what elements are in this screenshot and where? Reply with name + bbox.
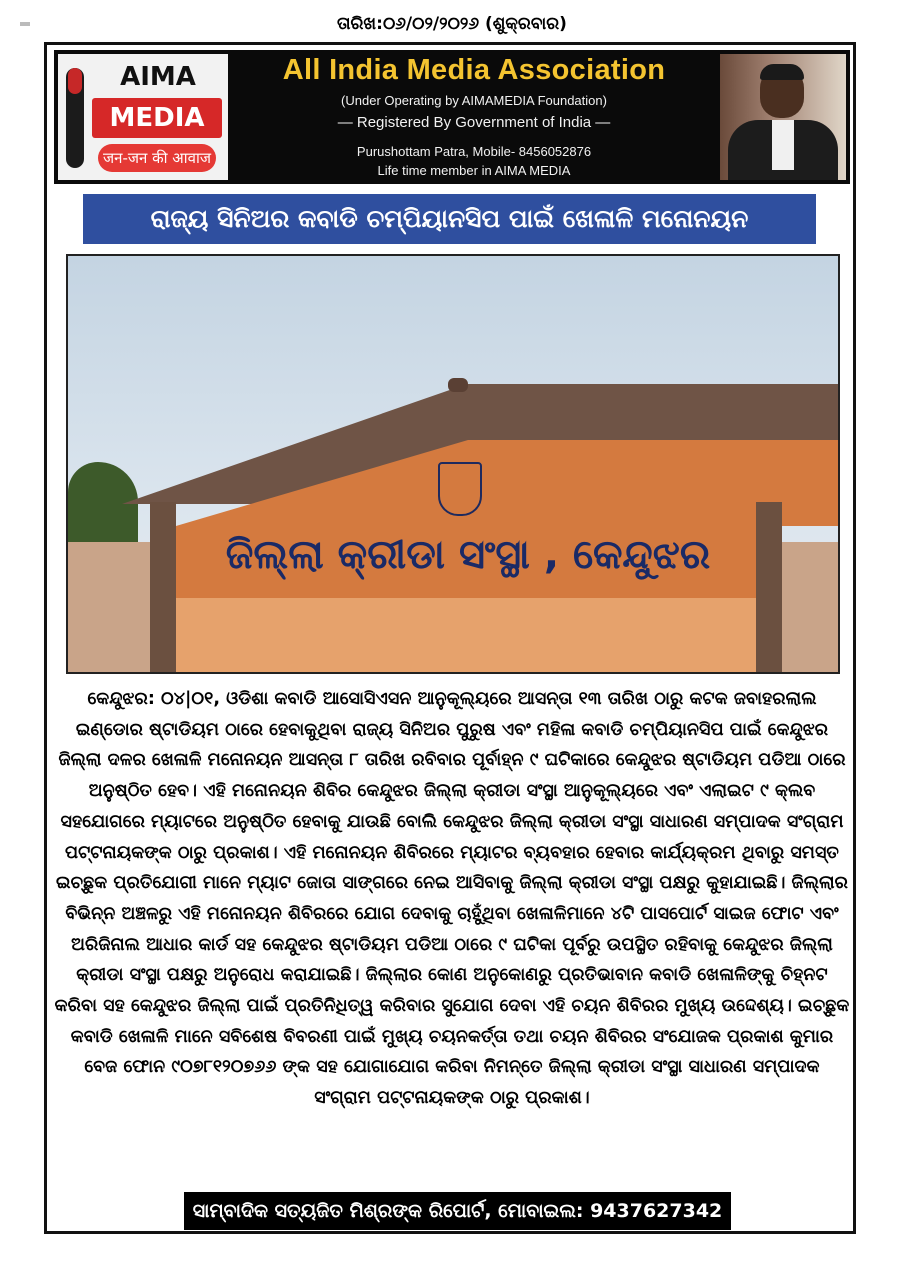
gate-post-right bbox=[756, 502, 782, 674]
organization-name: All India Media Association bbox=[282, 54, 666, 86]
member-portrait bbox=[720, 54, 846, 180]
reporter-credit: ସାମ୍ବାଦିକ ସତ୍ୟଜିତ ମିଶ୍ରଙ୍କ ରିପୋର୍ଟ, ମୋବାଇଲ: 9437627342 bbox=[184, 1192, 731, 1230]
news-photo bbox=[66, 254, 840, 674]
dateline: ତାରିଖ:୦୬/୦୨/୨୦୨୬ (ଶୁକ୍ରବାର) bbox=[337, 14, 567, 34]
association-banner bbox=[54, 50, 850, 184]
logo-tagline: जन-जन की आवाज bbox=[98, 144, 216, 172]
membership-info: Life time member in AIMA MEDIA bbox=[377, 163, 571, 178]
article-body: କେନ୍ଦୁଝର: ୦୪|୦୧, ଓଡିଶା କବାଡି ଆସୋସିଏସନ ଆନୁକୂଲ୍ୟରେ ଆସନ୍ତା ୧୩ ତାରିଖ ଠାରୁ କଟକ ଜବାହରଲାଲ ଇଣ୍ଡୋର ଷ୍ଟାଡିୟମ ଠାରେ ହେବାକୁଥିବା ରାଜ୍ୟ ସିନିଅର ପୁରୁଷ ଏବଂ ମହିଳା କବାଡି ଚମ୍ପିୟାନସିପ ପାଇଁ କେନ୍ଦୁଝର ଜିଲ୍ଲା ଦଳର ଖେଳାଳି ମନୋନୟନ ଆସନ୍ତା ୮ ତାରିଖ ରବିବାର ପୂର୍ବାହ୍ନ ୯ ଘଟିକାରେ କେନ୍ଦୁଝର ଷ୍ଟାଡିୟମ ପଡିଆ ଠାରେ ଅନୁଷ୍ଠିତ ହେବ। ଏହି ମନୋନୟନ ଶିବିର କେନ୍ଦୁଝର ଜିଲ୍ଲା କ୍ରୀଡା ସଂସ୍ଥା ଆନୁକୂଲ୍ୟରେ ଏବଂ ଏଲାଇଟ ୯ କ୍ଲବ ସହଯୋଗରେ ମ୍ୟାଟରେ ଅନୁଷ୍ଠିତ ହେବାକୁ ଯାଉଛି ବୋଲି କେନ୍ଦୁଝର ଜିଲ୍ଲା କ୍ରୀଡା ସଂସ୍ଥା ସାଧାରଣ ସମ୍ପାଦକ ସଂଗ୍ରାମ ପଟ୍ଟନାୟକଙ୍କ ଠାରୁ ପ୍ରକାଶ। ଏହି ମନୋନୟନ ଶିବିରରେ ମ୍ୟାଟର ବ୍ୟବହାର ହେବାର କାର୍ଯ୍ୟକ୍ରମ ଥିବାରୁ ସମସ୍ତ ଇଚ୍ଛୁକ ପ୍ରତିଯୋଗୀ ମାନେ ମ୍ୟାଟ ଜୋତା ସାଙ୍ଗରେ ନେଇ ଆସିବାକୁ ଜିଲ୍ଲା କ୍ରୀଡା ସଂସ୍ଥା ପକ୍ଷରୁ କୁହାଯାଇଛି। ଜିଲ୍ଲାର ବିଭିନ୍ନ ଅଞ୍ଚଳରୁ ଏହି ମନୋନୟନ ଶିବିରରେ ଯୋଗ ଦେବାକୁ ଚାହୁଁଥିବା ଖେଳାଳିମାନେ ୪ଟି ପାସପୋର୍ଟ ସାଇଜ ଫୋଟ ଏବଂ ଅରିଜିନାଲ ଆଧାର କାର୍ଡ ସହ କେନ୍ଦୁଝର ଷ୍ଟାଡିୟମ ପଡିଆ ଠାରେ ୯ ଘଟିକା ପୂର୍ବରୁ ଉପସ୍ଥିତ ରହିବାକୁ କେନ୍ଦୁଝର ଜିଲ୍ଲା କ୍ରୀଡା ସଂସ୍ଥା ପକ୍ଷରୁ ଅନୁରୋଧ କରାଯାଇଛି। ଜିଲ୍ଲାର କୋଣ ଅନୁକୋଣରୁ ପ୍ରତିଭାବାନ କବାଡି ଖେଳାଳିଙ୍କୁ ଚିହ୍ନଟ କରିବା ସହ କେନ୍ଦୁଝର ଜିଲ୍ଲା ପାଇଁ ପ୍ରତିନିଧିତ୍ୱ କରିବାର ସୁଯୋଗ ଦେବା ଏହି ଚୟନ ଶିବିରର ମୁଖ୍ୟ ଉଦ୍ଦେଶ୍ୟ। ଇଚ୍ଛୁକ କବାଡି ଖେଳାଳି ମାନେ ସବିଶେଷ ବିବରଣୀ ପାଇଁ ମୁଖ୍ୟ ଚୟନକର୍ତ୍ତା ତଥା ଚୟନ ଶିବିରର ସଂଯୋଜକ ପ୍ରକାଶ କୁମାର ବେଜ ଫୋନ ୯୦୭୮୧୨୦୭୬୬ ଙ୍କ ସହ ଯୋଗାଯୋଗ କରିବା ନିମନ୍ତେ ଜିଲ୍ଲା କ୍ରୀଡା ସଂସ୍ଥା ସାଧାରଣ ସମ୍ପାଦକ ସଂଗ୍ରାମ ପଟ୍ଟନାୟକଙ୍କ ଠାରୁ ପ୍ରକାଶ। bbox=[54, 689, 850, 1109]
microphone-icon bbox=[66, 68, 84, 168]
article-headline: ରାଜ୍ୟ ସିନିଅର କବାଡି ଚମ୍ପିୟାନସିପ ପାଇଁ ଖେଳାଳି ମନୋନୟନ bbox=[83, 194, 816, 244]
gate-gable bbox=[176, 440, 840, 526]
organization-registration: — Registered By Government of India — bbox=[337, 114, 611, 131]
organization-subtitle: (Under Operating by AIMAMEDIA Foundation) bbox=[341, 93, 607, 108]
aima-media-logo bbox=[58, 54, 228, 180]
gate-sign-text: ଜିଲ୍ଲା କ୍ରୀଡା ସଂସ୍ଥା , କେନ୍ଦୁଝର bbox=[225, 532, 711, 578]
logo-media-text: MEDIA bbox=[92, 98, 222, 138]
contact-info: Purushottam Patra, Mobile- 8456052876 bbox=[356, 144, 592, 159]
sports-emblem-icon bbox=[438, 462, 482, 516]
gate-post-left bbox=[150, 502, 176, 674]
logo-aima-text: AIMA bbox=[120, 62, 196, 92]
